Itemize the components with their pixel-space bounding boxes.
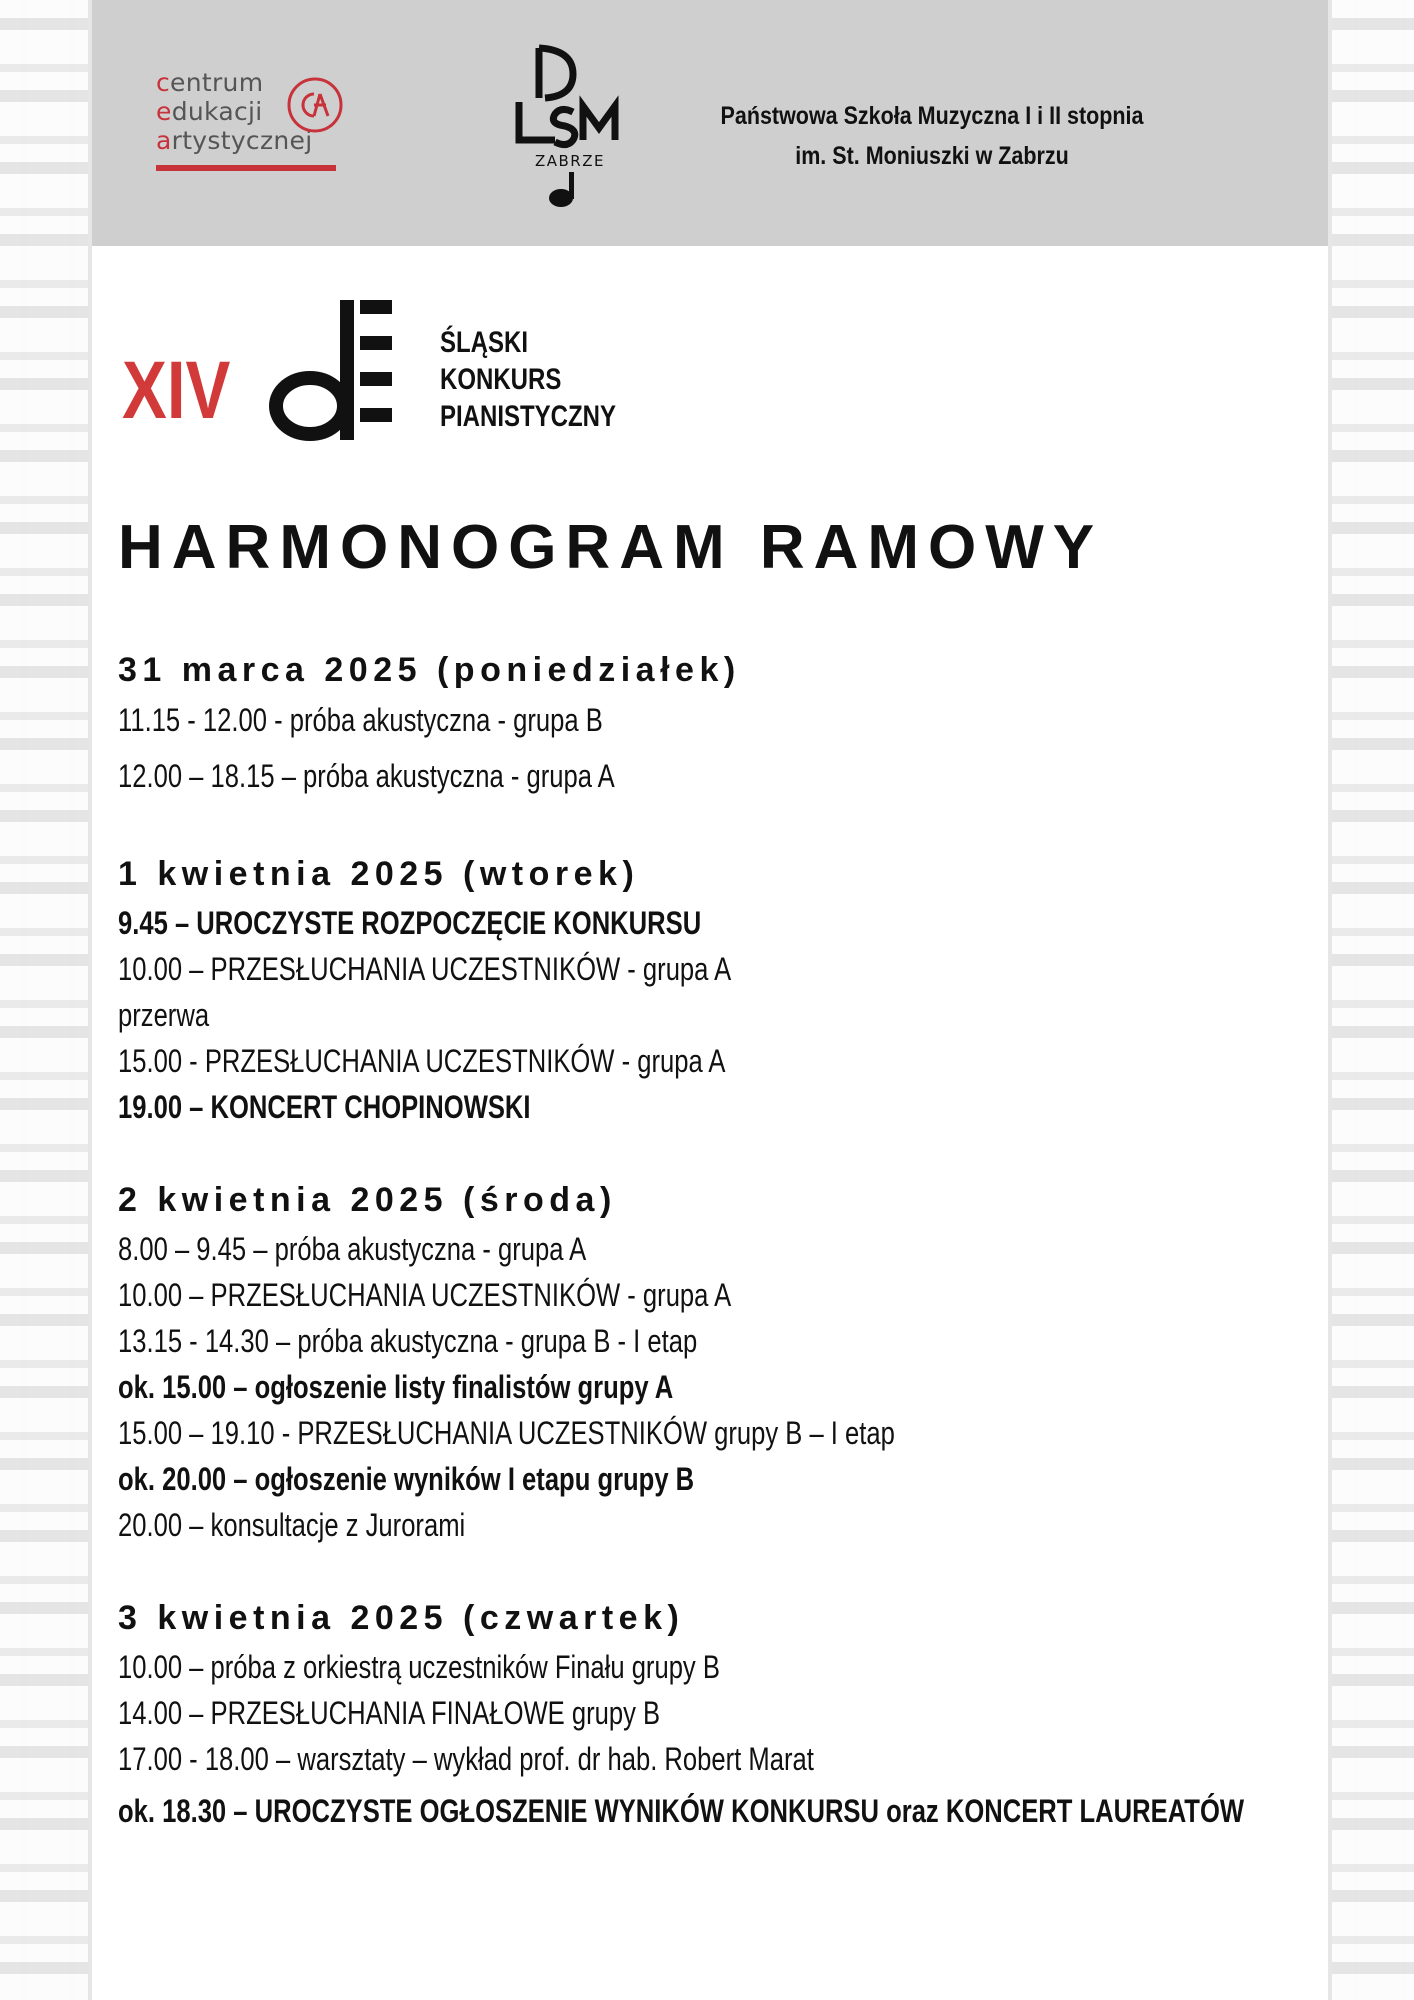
final-entry-conjunction: oraz — [878, 1793, 946, 1829]
day-heading: 31 marca 2025 (poniedziałek) — [118, 651, 741, 689]
psm-logo-label: ZABRZE — [534, 152, 605, 170]
schedule-entry: 14.00 – PRZESŁUCHANIA FINAŁOWE grupy B — [118, 1695, 661, 1731]
schedule-entry: 15.00 - PRZESŁUCHANIA UCZESTNIKÓW - grupa A — [118, 1043, 726, 1079]
poster-page — [88, 0, 1332, 2000]
schedule-day — [118, 648, 1298, 804]
schedule — [118, 648, 1298, 1882]
schedule-entry: 17.00 - 18.00 – warsztaty – wykład prof. dr hab. Robert Marat — [118, 1741, 814, 1777]
schedule-entry: 10.00 – PRZESŁUCHANIA UCZESTNIKÓW - grupa A — [118, 951, 732, 987]
schedule-entry-final — [118, 1788, 1298, 1834]
schedule-entry: 12.00 – 18.15 – próba akustyczna - grupa A — [118, 758, 615, 794]
cea-logo-line: entrum — [170, 68, 264, 97]
school-name-line: Państwowa Szkoła Muzyczna I i II stopnia — [720, 102, 1144, 130]
schedule-entry: 20.00 – konsultacje z Jurorami — [118, 1507, 466, 1543]
day-heading: 1 kwietnia 2025 (wtorek) — [118, 855, 640, 893]
schedule-entry: 19.00 – KONCERT CHOPINOWSKI — [118, 1089, 531, 1125]
final-entry-part: ok. 18.30 – UROCZYSTE OGŁOSZENIE WYNIKÓW KONKURSU — [118, 1793, 879, 1829]
schedule-entry: 13.15 - 14.30 – próba akustyczna - grupa B - I etap — [118, 1323, 698, 1359]
schedule-day — [118, 1178, 1298, 1548]
schedule-entry: 10.00 – PRZESŁUCHANIA UCZESTNIKÓW - grupa A — [118, 1277, 732, 1313]
cea-logo-line: rtystycznej — [171, 126, 313, 155]
decorative-side-pattern-right — [1332, 0, 1414, 2000]
day-heading: 3 kwietnia 2025 (czwartek) — [118, 1599, 685, 1637]
final-entry-part: KONCERT LAUREATÓW — [945, 1793, 1245, 1829]
schedule-entry: ok. 15.00 – ogłoszenie listy finalistów grupy A — [118, 1369, 674, 1405]
competition-name-line: KONKURS — [440, 363, 562, 396]
day-heading: 2 kwietnia 2025 (środa) — [118, 1181, 617, 1219]
cea-logo-initial: c — [156, 68, 171, 97]
cea-logo-line: dukacji — [171, 97, 263, 126]
page-title: HARMONOGRAM RAMOWY — [118, 513, 1104, 582]
decorative-side-pattern-left — [0, 0, 88, 2000]
schedule-day — [118, 852, 1298, 1130]
cea-logo-underline — [156, 165, 336, 171]
schedule-entry: 15.00 – 19.10 - PRZESŁUCHANIA UCZESTNIKÓW grupy B – I etap — [118, 1415, 895, 1451]
competition-name — [440, 324, 616, 435]
cea-monogram-icon — [284, 74, 346, 136]
schedule-entry: 10.00 – próba z orkiestrą uczestników Finału grupy B — [118, 1649, 720, 1685]
cea-logo — [156, 68, 356, 178]
schedule-day — [118, 1596, 1298, 1834]
keyboard-note-icon — [262, 294, 392, 444]
schedule-entry: przerwa — [118, 997, 210, 1033]
competition-edition: XIV — [122, 345, 231, 436]
cea-logo-initial: a — [156, 126, 172, 155]
cea-logo-initial: e — [156, 97, 172, 126]
schedule-entry: ok. 20.00 – ogłoszenie wyników I etapu grupy B — [118, 1461, 695, 1497]
schedule-entry: 8.00 – 9.45 – próba akustyczna - grupa A — [118, 1231, 587, 1267]
psm-zabrze-logo — [515, 44, 625, 206]
competition-logo — [122, 290, 642, 450]
header-bar — [92, 0, 1328, 246]
competition-name-line: ŚLĄSKI — [440, 326, 529, 359]
school-name — [708, 96, 1155, 176]
psm-monogram-icon — [515, 44, 625, 152]
schedule-entry: 9.45 – UROCZYSTE ROZPOCZĘCIE KONKURSU — [118, 905, 702, 941]
school-name-line: im. St. Moniuszki w Zabrzu — [795, 142, 1069, 170]
schedule-entry: 11.15 - 12.00 - próba akustyczna - grupa B — [118, 702, 603, 738]
music-note-icon — [547, 172, 587, 208]
competition-name-line: PIANISTYCZNY — [440, 400, 617, 433]
